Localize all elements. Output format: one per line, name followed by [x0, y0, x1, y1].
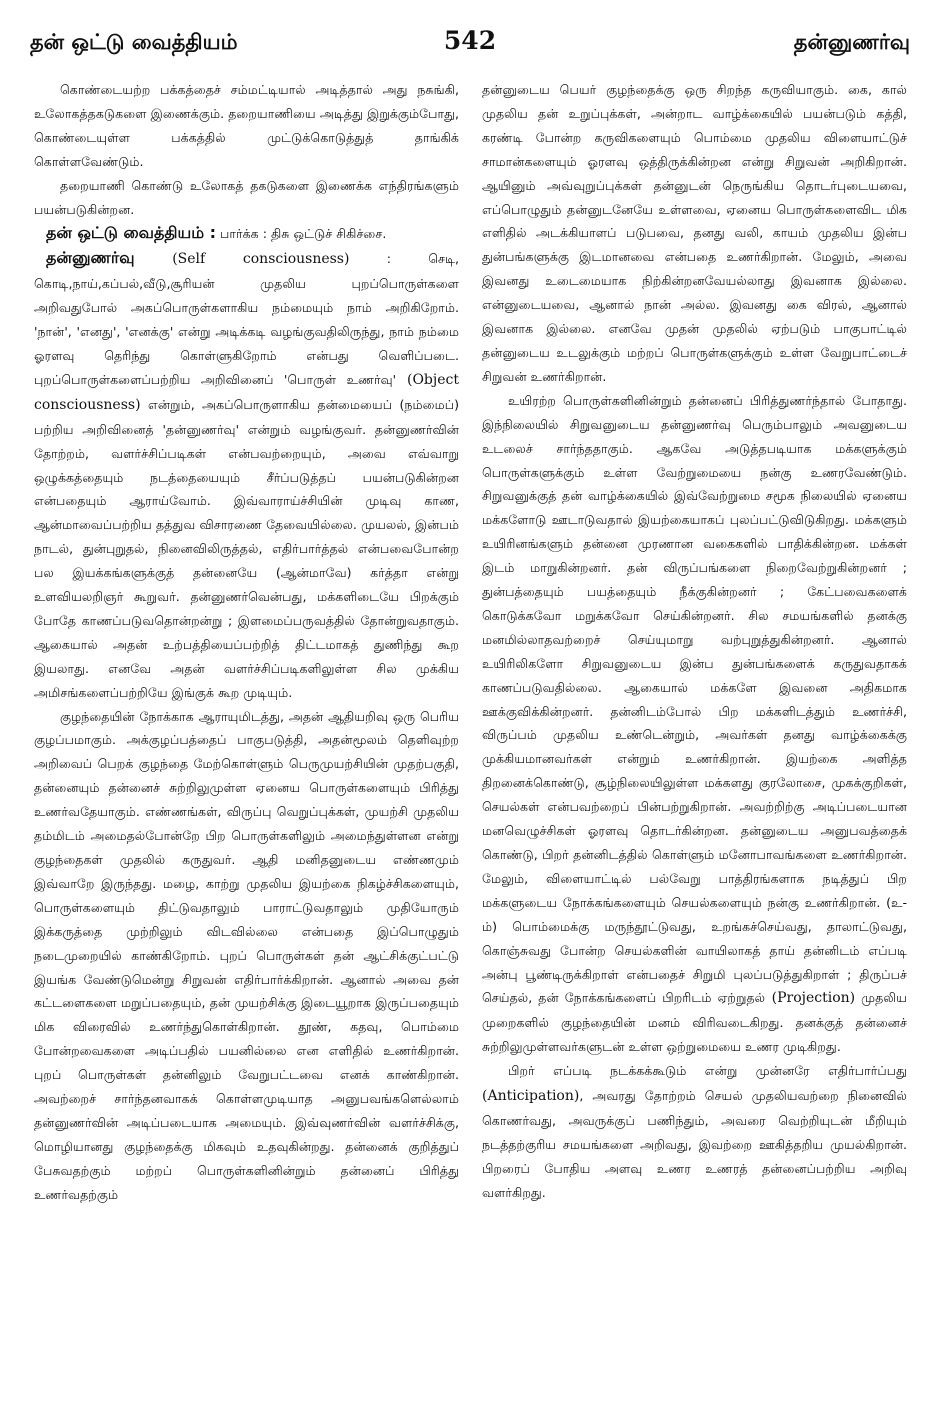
- english-term: (Object consciousness): [34, 371, 459, 413]
- page-number: 542: [443, 26, 497, 55]
- right-column: [482, 78, 907, 1408]
- entry-paragraph: [34, 221, 459, 246]
- paragraph: கொண்டையற்ற பக்கத்தைச் சம்மட்டியால் அடித்தால் அது நசுங்கி, உலோகத்தகடுகளை இணைக்கும். தறையாணியை அடித்து இறுக்கும்போது, கொண்டையுள்ள பக்கத்தில் முட்டுக்கொடுத்துத் தாங்கிக் கொள்ளவேண்டும்.: [34, 82, 459, 169]
- paragraph: [482, 1059, 907, 1204]
- entry-text: பார்க்க : திசு ஒட்டுச் சிகிச்சை.: [216, 226, 387, 242]
- running-head-left: தன் ஒட்டு வைத்தியம்: [30, 30, 238, 54]
- english-term: (Self consciousness): [134, 251, 350, 268]
- paragraph-text: முதலிய முறைகளில் குழந்தையின் மனம் விரிவடைகிறது. தனக்குத் தன்னைச் சுற்றிலுமுள்ளவர்களுடன் உள்ள ஒற்றுமையை உணர முடிகிறது.: [482, 990, 907, 1055]
- page-header: [30, 26, 910, 66]
- english-term: (Projection): [765, 990, 856, 1007]
- entry-headword: தன் ஒட்டு வைத்தியம் :: [46, 223, 217, 243]
- entry-headword: தன்னுணர்வு: [46, 248, 135, 268]
- paragraph-text: , அவரது தோற்றம் செயல் முதலியவற்றை நினைவில் கொணர்வது, அவருக்குப் பணிந்தும், அவரை வெற்றியுடன் மீறியும் நடத்தற்குரிய சமயங்களை அறிவது, இவற்றை ஊகித்தறிய முயல்கிறான். பிறரைப் போதிய அளவு உணர உணரத் தன்னைப்பற்றிய அறிவு வளர்கிறது.: [482, 1088, 907, 1200]
- paragraph: [482, 389, 907, 1059]
- paragraph: தன்னுடைய பெயர் குழந்தைக்கு ஒரு சிறந்த கருவியாகும். கை, கால் முதலிய தன் உறுப்புக்கள், அன்றாட வாழ்க்கையில் பயன்படும் கத்தி, கரண்டி போன்ற கருவிகளையும் பொம்மை முதலிய விளையாட்டுச் சாமான்களையும் ஓரளவு ஒத்திருக்கின்றன என்று சிறுவன் அறிகிறான். ஆயினும் அவ்வுறுப்புக்கள் தன்னுடன் நெருங்கிய தொடர்புடையவை, எப்பொழுதும் தன்னுடனேயே உள்ளவை, ஏனைய பொருள்களைவிட மிக எளிதில் அடக்கியாளப் படுபவை, தனது வலி, காயம் முதலிய இன்ப துன்பங்களுக்கு இடமானவை என்பதை உணர்கிறான். மேலும், அவை இவனது உடைமையாக நிற்கின்றனவேயல்லாது இவனாக இல்லை. என்னுடையவை, ஆனால் நான் அல்ல. இவனது கை விரல், ஆனால் இவனாக இல்லை. எனவே முதன் முதலில் ஏற்படும் பாகுபாட்டில் தன்னுடைய உடலுக்கும் மற்றப் பொருள்களுக்கும் உள்ள வேறுபாட்டைச் சிறுவன் உணர்கிறான்.: [482, 82, 907, 384]
- entry-text: என்றும், அகப்பொருளாகிய தன்மையைப் (நம்மைப்) பற்றிய அறிவினைத் 'தன்னுணர்வு' என்றும் வழங்குவர். தன்னுணர்வின் தோற்றம், வளர்ச்சிப்படிகள் என்பவற்றையும், அவை எவ்வாறு ஒழுக்கத்தையும் நடத்தையையும் சீர்ப்படுத்தப் பயன்படுகின்றன என்பதையும் ஆராய்வோம். இவ்வாராய்ச்சியின் முடிவு காண, ஆன்மாவைப்பற்றிய தத்துவ விசாரணை தேவையில்லை. முயலல், இன்பம் நாடல், துன்புறுதல், நினைவிலிருத்தல், எதிர்பார்த்தல் என்பவைபோன்ற பல இயக்கங்களுக்குத் தன்னையே (ஆன்மாவே) கர்த்தா என்று உளவியலறிஞர் கூறுவர். தன்னுணர்வென்பது, மக்களிடையே பிறக்கும் போதே காணப்படுவதொன்றன்று ; இளமைப்பருவத்தில் தோன்றுவதாகும். ஆகையால் அதன் உற்பத்தியைப்பற்றித் திட்டமாகத் துணிந்து கூற இயலாது. எனவே அதன் வளர்ச்சிப்படிகளிலுள்ள சில முக்கிய அமிசங்களைப்பற்றியே இங்குக் கூற முடியும்.: [34, 396, 459, 700]
- paragraph-text: பிறர் எப்படி நடக்கக்கூடும் என்று முன்னரே எதிர்பார்ப்பது: [508, 1063, 907, 1079]
- left-column: [34, 78, 459, 1408]
- paragraph: குழந்தையின் நோக்காக ஆராயுமிடத்து, அதன் ஆதியறிவு ஒரு பெரிய குழப்பமாகும். அக்குழப்பத்தைப் பாகுபடுத்தி, அதன்மூலம் தெளிவுற்ற அறிவைப் பெறக் குழந்தை மேற்கொள்ளும் பெருமுயற்சியின் முதற்பகுதி, தன்னையும் தன்னைச் சுற்றிலுமுள்ள ஏனைய பொருள்களையும் பிரித்து உணர்வதேயாகும். எண்ணங்கள், விருப்பு வெறுப்புக்கள், முயற்சி முதலிய தம்மிடம் அமைதல்போன்றே பிற பொருள்களிலும் அமைந்துள்ளன என்று குழந்தைகள் முதலில் கருதுவர். ஆதி மனிதனுடைய எண்ணமும் இவ்வாறே இருந்தது. மழை, காற்று முதலிய இயற்கை நிகழ்ச்சிகளையும், பொருள்களையும் திட்டுவதாலும் பாராட்டுவதாலும் முதியோரும் இக்கருத்தை முற்றிலும் விடவில்லை என்பதை இப்பொழுதும் நடைமுறையில் காண்கிறோம். புறப் பொருள்கள் தன் ஆட்சிக்குட்பட்டு இயங்க வேண்டுமென்று சிறுவன் எதிர்பார்க்கிறான். ஆனால் அவை தன் கட்டளைகளை மறுப்பதையும், தன் முயற்சிக்கு இடையூறாக இருப்பதையும் மிக விரைவில் உணர்ந்துகொள்கிறான். தூண், கதவு, பொம்மை போன்றவைகளை அடிப்பதில் பயனில்லை என எளிதில் உணர்கிறான். புறப் பொருள்கள் தன்னிலும் வேறுபட்டவை எனக் காண்கிறான். அவற்றைச் சார்ந்தனவாகக் கொள்ளமுடியாத அனுபவங்களெல்லாம் தன்னுணர்வின் அடிப்படையாக அமையும். இவ்வுணர்வின் வளர்ச்சிக்கு, மொழியானது குழந்தைக்கு மிகவும் உதவுகின்றது. தன்னைக் குறித்துப் பேசுவதற்கும் மற்றப் பொருள்களினின்றும் தன்னைப் பிரித்து உணர்வதற்கும்: [34, 708, 459, 1202]
- paragraph-text: உயிரற்ற பொருள்களினின்றும் தன்னைப் பிரித்துணர்ந்தால் போதாது. இந்நிலையில் சிறுவனுடைய தன்னுணர்வு பெரும்பாலும் அவனுடைய உடலைச் சார்ந்ததாகும். ஆகவே அடுத்தபடியாக மக்களுக்கும் பொருள்களுக்கும் உள்ள வேற்றுமையை நன்கு உணரவேண்டும். சிறுவனுக்குத் தன் வாழ்க்கையில் இவ்வேற்றுமை சமூக நிலையில் ஏனைய மக்களோடு ஊடாடுவதால் இயற்கையாகப் புலப்பட்டுவிடுகிறது. மக்களும் உயிரினங்களும் தன்னை முரணான வகைகளில் பாதிக்கின்றன. மக்கள் இடம் மாறுகின்றனர். தன் விருப்பங்களை நிறைவேற்றுகின்றனர் ; துன்பத்தையும் பயத்தையும் நீக்குகின்றனர் ; கேட்பவைகளைக் கொடுக்கவோ மறுக்கவோ செய்கின்றனர். சில சமயங்களில் தனக்கு மனமில்லாதவற்றைச் செய்யுமாறு வற்புறுத்துகின்றனர். ஆனால் உயிரிலிகளோ சிறுவனுடைய இன்ப துன்பங்களைக் கருதுவதாகக் காணப்படுவதில்லை. ஆகையால் மக்களே இவனை அதிகமாக ஊக்குவிக்கின்றனர். தன்னிடம்போல் பிற மக்களிடத்தும் உணர்ச்சி, விருப்பம் முதலிய உண்டென்றும், அவர்கள் தனது வாழ்க்கைக்கு முக்கியமானவர்கள் என்றும் உணர்கிறான். இயற்கை அளித்த திறனைக்கொண்டு, சூழ்நிலையிலுள்ள மக்களது குரலோசை, முகக்குறிகள், செயல்கள் என்பவற்றைப் பின்பற்றுகிறான். அவற்றிற்கு அடிப்படையான மனவெழுச்சிகள் ஓரளவு தொடர்கின்றன. தன்னுடைய அனுபவத்தைக் கொண்டு, பிறர் தன்னிடத்தில் கொள்ளும் மனோபாவங்களை உணர்கிறான். மேலும், விளையாட்டில் பல்வேறு பாத்திரங்களாக நடித்துப் பிற மக்களுடைய நோக்கங்களையும் செயல்களையும் நன்கு உணர்கிறான். (உ-ம்) பொம்மைக்கு மருந்தூட்டுவது, உறங்கச்செய்வது, தாலாட்டுவது, கொஞ்சுவது போன்ற செயல்களின் வாயிலாகத் தாய் தன்னிடம் எப்படி அன்பு பூண்டிருக்கிறாள் என்பதைச் சிறுமி புலப்படுத்துகிறாள் ; திருப்பச் செய்தல், தன் நோக்கங்களைப் பிறரிடம் ஏற்றுதல்: [482, 392, 907, 1006]
- paragraph: தறையாணி கொண்டு உலோகத் தகடுகளை இணைக்க எந்திரங்களும் பயன்படுகின்றன.: [34, 177, 459, 217]
- english-term: (Anticipation): [482, 1088, 580, 1105]
- running-head-right: தன்னுணர்வு: [793, 30, 910, 54]
- entry-paragraph: [34, 246, 459, 704]
- entry-text: : செடி, கொடி,நாய்,கப்பல்,வீடு,சூரியன் முதலிய புறப்பொருள்களை அறிவதுபோல் அகப்பொருள்களாகிய நம்மையும் நாம் அறிகிறோம். 'நான்', 'எனது', 'எனக்கு' என்று அடிக்கடி வழங்குவதிலிருந்து, நாம் நம்மை ஓரளவு தெரிந்து கொள்ளுகிறோம் என்பது வெளிப்படை. புறப்பொருள்களைப்பற்றிய அறிவினைப் 'பொருள் உணர்வு': [34, 251, 459, 387]
